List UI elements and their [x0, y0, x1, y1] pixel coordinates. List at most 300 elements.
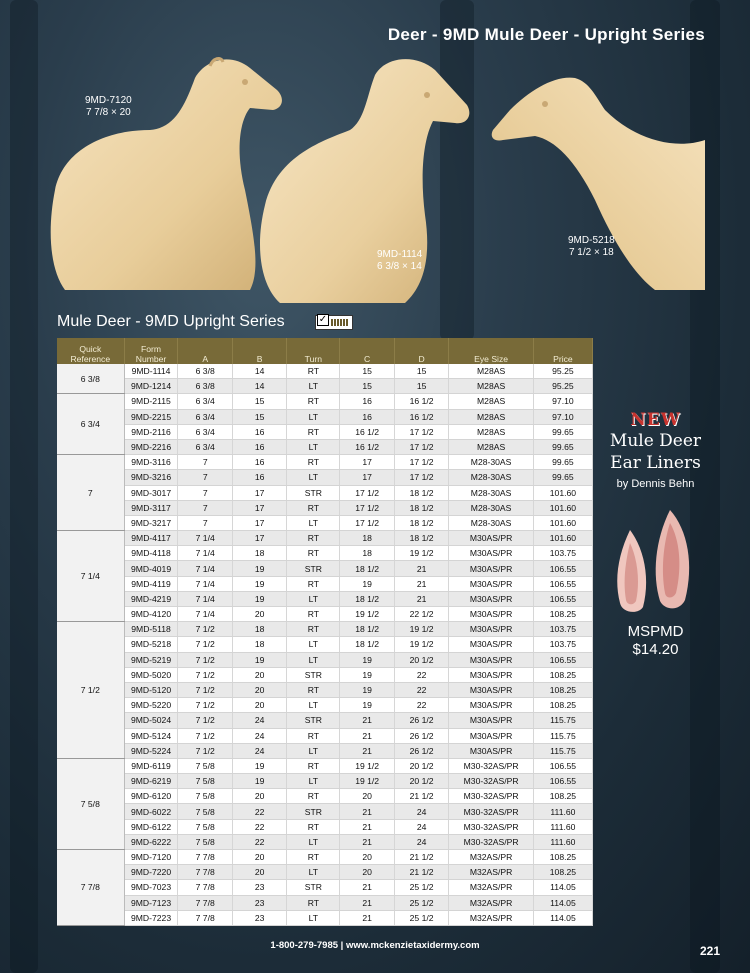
table-cell: 111.60	[533, 819, 592, 834]
table-row	[57, 364, 593, 379]
table-cell: RT	[287, 895, 340, 910]
table-cell: LT	[287, 865, 340, 880]
table-cell: 101.60	[533, 500, 592, 515]
table-cell: 17 1/2	[340, 485, 394, 500]
table-cell: 9MD-3117	[124, 500, 178, 515]
table-cell: 9MD-1214	[124, 379, 178, 394]
ad-byline: by Dennis Behn	[616, 478, 695, 490]
table-cell: 18	[232, 622, 286, 637]
footer-phone: 1-800-279-7985	[270, 940, 339, 951]
table-cell: 19 1/2	[340, 758, 394, 773]
table-row	[57, 713, 593, 728]
table-cell: 18 1/2	[340, 622, 394, 637]
table-cell: 15	[232, 394, 286, 409]
table-cell: 19 1/2	[340, 607, 394, 622]
table-cell: LT	[287, 637, 340, 652]
table-cell: LT	[287, 515, 340, 530]
deer-form-image	[485, 70, 710, 295]
table-cell: 22	[232, 819, 286, 834]
table-cell: LT	[287, 910, 340, 925]
page-number: 221	[699, 944, 720, 958]
col-form-number: Form Number	[124, 338, 178, 364]
table-cell: 95.25	[533, 379, 592, 394]
table-cell: 21	[340, 819, 394, 834]
table-cell: 9MD-5124	[124, 728, 178, 743]
table-cell: 20	[232, 682, 286, 697]
table-row	[57, 485, 593, 500]
table-cell: 19	[340, 652, 394, 667]
table-cell: 7 7/8	[178, 850, 232, 865]
table-cell: 9MD-7023	[124, 880, 178, 895]
table-cell: RT	[287, 424, 340, 439]
col-b: B	[232, 338, 286, 364]
table-cell: 17	[232, 531, 286, 546]
table-cell: 9MD-7220	[124, 865, 178, 880]
table-cell: 24	[394, 834, 448, 849]
col-eye-size: Eye Size	[449, 338, 534, 364]
table-cell: 21	[394, 591, 448, 606]
form-caption	[568, 235, 615, 259]
table-cell: 103.75	[533, 622, 592, 637]
table-cell: 21	[340, 880, 394, 895]
table-cell: 22 1/2	[394, 607, 448, 622]
table-cell: 18 1/2	[340, 591, 394, 606]
table-cell: 21	[340, 713, 394, 728]
table-cell: 16 1/2	[340, 424, 394, 439]
page-title: Deer - 9MD Mule Deer - Upright Series	[387, 25, 705, 44]
table-cell: LT	[287, 652, 340, 667]
table-cell: 7 5/8	[178, 819, 232, 834]
table-cell: 7 5/8	[178, 834, 232, 849]
table-cell: 21	[394, 561, 448, 576]
table-cell: 7 7/8	[178, 910, 232, 925]
table-cell: M28AS	[449, 409, 534, 424]
table-cell: 9MD-4019	[124, 561, 178, 576]
table-cell: 19	[232, 591, 286, 606]
table-cell: 21	[340, 834, 394, 849]
table-row	[57, 424, 593, 439]
table-cell: 21	[340, 804, 394, 819]
table-cell: 108.25	[533, 850, 592, 865]
table-row	[57, 409, 593, 424]
table-cell: 17 1/2	[394, 424, 448, 439]
table-cell: 16	[232, 455, 286, 470]
table-cell: 9MD-5024	[124, 713, 178, 728]
table-cell: 7	[178, 455, 232, 470]
table-cell: 21 1/2	[394, 865, 448, 880]
table-cell: 6 3/4	[178, 394, 232, 409]
table-cell: 15	[394, 364, 448, 379]
table-cell: 19 1/2	[394, 637, 448, 652]
table-cell: 20 1/2	[394, 758, 448, 773]
table-cell: LT	[287, 698, 340, 713]
table-cell: 19	[340, 698, 394, 713]
table-cell: 9MD-6022	[124, 804, 178, 819]
table-header-row	[57, 338, 593, 364]
footer-separator: |	[340, 940, 344, 951]
form-code: 9MD-7120	[85, 95, 132, 106]
table-cell: LT	[287, 743, 340, 758]
table-cell: 7 1/2	[178, 728, 232, 743]
table-cell: 7	[178, 485, 232, 500]
table-cell: RT	[287, 819, 340, 834]
quick-reference-cell: 7 7/8	[57, 850, 124, 926]
table-cell: M32AS/PR	[449, 880, 534, 895]
table-cell: 9MD-2215	[124, 409, 178, 424]
table-cell: RT	[287, 758, 340, 773]
table-cell: 9MD-3116	[124, 455, 178, 470]
ear-liners-ad	[598, 410, 713, 658]
table-cell: STR	[287, 713, 340, 728]
table-cell: 9MD-7123	[124, 895, 178, 910]
table-cell: 17 1/2	[394, 455, 448, 470]
table-cell: LT	[287, 439, 340, 454]
table-cell: 15	[340, 364, 394, 379]
table-row	[57, 394, 593, 409]
table-cell: M28-30AS	[449, 485, 534, 500]
table-cell: 103.75	[533, 637, 592, 652]
table-row	[57, 880, 593, 895]
table-cell: M30AS/PR	[449, 591, 534, 606]
table-cell: 18	[340, 531, 394, 546]
table-cell: 17 1/2	[340, 515, 394, 530]
quick-reference-cell: 7 1/4	[57, 531, 124, 622]
table-cell: 18 1/2	[394, 515, 448, 530]
table-cell: 18	[340, 546, 394, 561]
col-turn: Turn	[287, 338, 340, 364]
table-cell: 7 1/4	[178, 607, 232, 622]
table-cell: 21	[340, 895, 394, 910]
table-cell: 24	[232, 728, 286, 743]
table-cell: 7 1/2	[178, 743, 232, 758]
table-cell: 108.25	[533, 698, 592, 713]
table-cell: RT	[287, 728, 340, 743]
table-cell: 16	[340, 409, 394, 424]
quick-reference-cell: 6 3/4	[57, 394, 124, 455]
in-stock-badge	[315, 315, 353, 330]
table-cell: 20	[232, 607, 286, 622]
table-row	[57, 819, 593, 834]
table-cell: 20	[232, 667, 286, 682]
table-cell: M30-32AS/PR	[449, 819, 534, 834]
table-row	[57, 591, 593, 606]
table-row	[57, 515, 593, 530]
form-code: 9MD-1114	[377, 249, 423, 260]
table-cell: 22	[232, 834, 286, 849]
table-row	[57, 546, 593, 561]
table-cell: 14	[232, 364, 286, 379]
col-c: C	[340, 338, 394, 364]
table-cell: 106.55	[533, 652, 592, 667]
table-cell: 19	[232, 652, 286, 667]
table-cell: 17 1/2	[340, 500, 394, 515]
table-cell: M30AS/PR	[449, 531, 534, 546]
table-row	[57, 652, 593, 667]
table-cell: M30AS/PR	[449, 652, 534, 667]
table-cell: 19	[232, 774, 286, 789]
table-cell: RT	[287, 576, 340, 591]
table-cell: 19 1/2	[394, 546, 448, 561]
table-row	[57, 850, 593, 865]
table-cell: 9MD-4120	[124, 607, 178, 622]
form-caption	[85, 95, 132, 119]
table-cell: 18	[232, 637, 286, 652]
table-cell: M30-32AS/PR	[449, 789, 534, 804]
table-cell: M30-32AS/PR	[449, 834, 534, 849]
table-cell: 7 1/2	[178, 667, 232, 682]
form-size: 7 7/8 × 20	[85, 107, 131, 118]
table-cell: 18 1/2	[394, 485, 448, 500]
table-cell: M30AS/PR	[449, 607, 534, 622]
form-caption	[377, 249, 422, 273]
table-cell: 23	[232, 895, 286, 910]
table-cell: 6 3/4	[178, 424, 232, 439]
table-cell: 9MD-6119	[124, 758, 178, 773]
table-cell: M28AS	[449, 379, 534, 394]
table-cell: 7 5/8	[178, 804, 232, 819]
table-cell: 21 1/2	[394, 789, 448, 804]
table-cell: 7 1/2	[178, 622, 232, 637]
table-cell: 20	[232, 850, 286, 865]
table-cell: 9MD-4219	[124, 591, 178, 606]
table-cell: 16	[232, 424, 286, 439]
table-cell: 14	[232, 379, 286, 394]
table-cell: 9MD-1114	[124, 364, 178, 379]
table-cell: RT	[287, 607, 340, 622]
table-cell: 17	[232, 515, 286, 530]
table-cell: 7 1/4	[178, 531, 232, 546]
table-cell: 6 3/4	[178, 409, 232, 424]
table-cell: 9MD-5118	[124, 622, 178, 637]
table-cell: RT	[287, 850, 340, 865]
table-cell: 17	[340, 470, 394, 485]
form-size: 7 1/2 × 18	[568, 247, 614, 258]
ad-title-line2: Ear Liners	[610, 453, 701, 473]
table-cell: 6 3/4	[178, 439, 232, 454]
table-cell: 24	[394, 804, 448, 819]
table-cell: 19	[232, 758, 286, 773]
col-a: A	[178, 338, 232, 364]
table-cell: 9MD-4117	[124, 531, 178, 546]
table-cell: 7	[178, 470, 232, 485]
table-cell: 7 1/4	[178, 576, 232, 591]
table-cell: 108.25	[533, 789, 592, 804]
table-cell: 15	[394, 379, 448, 394]
table-cell: RT	[287, 455, 340, 470]
table-cell: 9MD-4118	[124, 546, 178, 561]
table-cell: LT	[287, 409, 340, 424]
table-cell: 7 7/8	[178, 865, 232, 880]
table-cell: 6 3/8	[178, 379, 232, 394]
table-cell: 17	[232, 485, 286, 500]
table-cell: 7 5/8	[178, 774, 232, 789]
table-cell: 19 1/2	[340, 774, 394, 789]
table-cell: RT	[287, 500, 340, 515]
table-row	[57, 622, 593, 637]
background-tree	[10, 0, 38, 973]
table-cell: 115.75	[533, 713, 592, 728]
table-cell: 9MD-7223	[124, 910, 178, 925]
table-cell: M30AS/PR	[449, 713, 534, 728]
table-row	[57, 865, 593, 880]
table-cell: 20	[340, 789, 394, 804]
table-cell: M32AS/PR	[449, 910, 534, 925]
table-cell: 9MD-5120	[124, 682, 178, 697]
table-cell: 20 1/2	[394, 652, 448, 667]
table-row	[57, 637, 593, 652]
table-cell: LT	[287, 774, 340, 789]
table-cell: 19 1/2	[394, 622, 448, 637]
table-cell: 25 1/2	[394, 895, 448, 910]
table-cell: RT	[287, 364, 340, 379]
table-cell: 15	[340, 379, 394, 394]
table-cell: 19	[340, 576, 394, 591]
table-cell: M30AS/PR	[449, 667, 534, 682]
table-cell: 9MD-6122	[124, 819, 178, 834]
table-cell: STR	[287, 880, 340, 895]
table-cell: 26 1/2	[394, 728, 448, 743]
table-cell: 20	[232, 865, 286, 880]
table-cell: 25 1/2	[394, 880, 448, 895]
table-cell: 25 1/2	[394, 910, 448, 925]
table-cell: 7 1/2	[178, 713, 232, 728]
table-cell: 16 1/2	[394, 394, 448, 409]
table-cell: 21	[340, 910, 394, 925]
table-cell: 9MD-5224	[124, 743, 178, 758]
table-row	[57, 682, 593, 697]
table-row	[57, 774, 593, 789]
table-cell: M30AS/PR	[449, 637, 534, 652]
table-cell: M28AS	[449, 439, 534, 454]
table-row	[57, 576, 593, 591]
table-cell: 9MD-2216	[124, 439, 178, 454]
table-cell: 99.65	[533, 470, 592, 485]
table-cell: 22	[394, 682, 448, 697]
table-cell: 20 1/2	[394, 774, 448, 789]
form-size: 6 3/8 × 14	[377, 261, 422, 272]
table-cell: 106.55	[533, 758, 592, 773]
table-cell: 9MD-3217	[124, 515, 178, 530]
table-cell: 23	[232, 880, 286, 895]
table-cell: 20	[340, 865, 394, 880]
table-cell: 22	[394, 667, 448, 682]
table-cell: 7	[178, 500, 232, 515]
table-cell: STR	[287, 804, 340, 819]
table-cell: M30-32AS/PR	[449, 758, 534, 773]
table-cell: M28AS	[449, 364, 534, 379]
table-cell: 22	[394, 698, 448, 713]
footer	[0, 940, 750, 951]
section-title: Mule Deer - 9MD Upright Series	[57, 313, 285, 330]
table-cell: M32AS/PR	[449, 895, 534, 910]
table-row	[57, 910, 593, 925]
table-row	[57, 728, 593, 743]
table-cell: LT	[287, 470, 340, 485]
table-cell: M30AS/PR	[449, 576, 534, 591]
table-cell: 95.25	[533, 364, 592, 379]
table-cell: 7 1/2	[178, 652, 232, 667]
table-cell: 115.75	[533, 743, 592, 758]
table-cell: 99.65	[533, 439, 592, 454]
table-cell: M30AS/PR	[449, 561, 534, 576]
table-cell: 9MD-5220	[124, 698, 178, 713]
table-cell: 9MD-7120	[124, 850, 178, 865]
table-cell: 23	[232, 910, 286, 925]
table-cell: M32AS/PR	[449, 865, 534, 880]
table-cell: 114.05	[533, 895, 592, 910]
table-cell: 9MD-2116	[124, 424, 178, 439]
quick-reference-cell: 7	[57, 455, 124, 531]
table-cell: 111.60	[533, 804, 592, 819]
table-cell: STR	[287, 667, 340, 682]
table-cell: 7	[178, 515, 232, 530]
table-cell: 101.60	[533, 485, 592, 500]
table-cell: 7 5/8	[178, 789, 232, 804]
table-cell: 19	[232, 561, 286, 576]
table-cell: M30AS/PR	[449, 622, 534, 637]
table-row	[57, 470, 593, 485]
table-cell: 18	[232, 546, 286, 561]
table-cell: 18 1/2	[340, 637, 394, 652]
barcode-icon	[331, 319, 349, 326]
table-cell: 20	[232, 789, 286, 804]
table-row	[57, 455, 593, 470]
table-cell: 9MD-5020	[124, 667, 178, 682]
table-cell: M32AS/PR	[449, 850, 534, 865]
table-cell: 7 1/4	[178, 591, 232, 606]
table-cell: RT	[287, 394, 340, 409]
table-cell: M30-32AS/PR	[449, 804, 534, 819]
table-cell: 19	[340, 682, 394, 697]
table-cell: M30AS/PR	[449, 698, 534, 713]
table-cell: 16 1/2	[340, 439, 394, 454]
table-cell: 7 5/8	[178, 758, 232, 773]
col-quick-reference: Quick Reference	[57, 338, 124, 364]
table-cell: 9MD-2115	[124, 394, 178, 409]
table-row	[57, 561, 593, 576]
table-cell: 114.05	[533, 880, 592, 895]
col-price: Price	[533, 338, 592, 364]
quick-reference-cell: 7 5/8	[57, 758, 124, 849]
table-cell: STR	[287, 561, 340, 576]
ad-title-line1: Mule Deer	[609, 431, 702, 451]
table-cell: RT	[287, 682, 340, 697]
table-cell: 7 1/2	[178, 698, 232, 713]
footer-website-link[interactable]: www.mckenzietaxidermy.com	[345, 940, 480, 951]
table-row	[57, 607, 593, 622]
table-cell: M28AS	[449, 424, 534, 439]
table-cell: M28-30AS	[449, 455, 534, 470]
table-cell: 17	[340, 455, 394, 470]
table-row	[57, 667, 593, 682]
table-cell: 16	[340, 394, 394, 409]
table-cell: 9MD-6219	[124, 774, 178, 789]
table-cell: 103.75	[533, 546, 592, 561]
table-cell: 24	[394, 819, 448, 834]
table-cell: 21	[340, 728, 394, 743]
table-cell: 108.25	[533, 682, 592, 697]
checkmark-icon: ✓	[318, 314, 328, 325]
table-cell: 115.75	[533, 728, 592, 743]
table-cell: 9MD-5218	[124, 637, 178, 652]
table-cell: M30AS/PR	[449, 728, 534, 743]
table-cell: 16 1/2	[394, 409, 448, 424]
table-cell: 9MD-3216	[124, 470, 178, 485]
table-cell: 106.55	[533, 774, 592, 789]
table-cell: 106.55	[533, 561, 592, 576]
table-cell: 99.65	[533, 424, 592, 439]
table-cell: 9MD-6120	[124, 789, 178, 804]
